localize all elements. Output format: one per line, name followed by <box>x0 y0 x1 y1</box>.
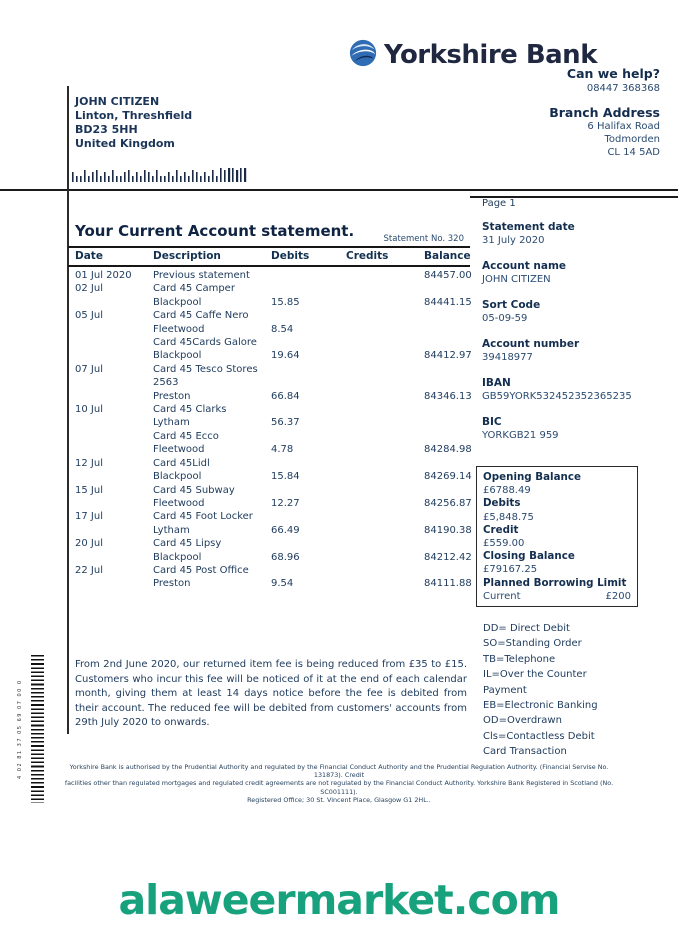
statement-barcode-number: 4 02 81 37 05 69 07 00 0 <box>17 679 23 779</box>
cell-description: Card 45Cards Galore <box>153 337 257 349</box>
cell-description: Card 45 Subway <box>153 484 235 496</box>
cell-credit <box>346 497 424 510</box>
summary-rows <box>483 471 631 577</box>
cell-balance <box>424 282 470 295</box>
table-row <box>68 577 470 590</box>
cell-balance: 84256.87 <box>424 497 472 509</box>
cell-debit <box>271 430 346 443</box>
cell-description: Preston <box>153 578 191 590</box>
meta-field-value: 31 July 2020 <box>482 235 545 246</box>
cell-balance <box>424 457 470 470</box>
summary-label: Credit <box>483 523 519 536</box>
meta-field-label: BIC <box>482 416 502 428</box>
legend-line: EB=Electronic Banking <box>483 700 598 712</box>
table-row <box>68 376 470 389</box>
cell-description: Blackpool <box>153 471 202 483</box>
column-header-description: Description <box>153 250 221 262</box>
cell-date: 17 Jul <box>75 511 103 523</box>
cell-debit <box>271 336 346 349</box>
customer-address-line: BD23 5HH <box>75 123 138 136</box>
column-header-credits: Credits <box>346 250 389 262</box>
cell-debit: 15.85 <box>271 296 300 308</box>
cell-description: Card 45 Foot Locker <box>153 511 253 523</box>
cell-credit <box>346 564 424 577</box>
table-row <box>68 457 470 470</box>
cell-credit <box>346 309 424 322</box>
cell-debit <box>271 363 346 376</box>
regulatory-fine-print <box>58 763 620 804</box>
legend-line: SO=Standing Order <box>483 638 582 650</box>
meta-field-value: JOHN CITIZEN <box>482 274 551 285</box>
cell-balance <box>424 309 470 322</box>
cell-balance <box>424 336 470 349</box>
transactions-header <box>68 248 470 267</box>
cell-balance: 84111.88 <box>424 578 472 590</box>
branch-address-title: Branch Address <box>549 105 660 120</box>
cell-balance <box>424 537 470 550</box>
cell-date <box>68 390 153 403</box>
abbreviation-legend <box>483 621 598 760</box>
cell-debit: 15.84 <box>271 471 300 483</box>
summary-row <box>483 471 631 497</box>
cell-date <box>68 497 153 510</box>
cell-balance <box>424 416 470 429</box>
cell-debit: 8.54 <box>271 323 294 335</box>
account-meta <box>482 221 667 455</box>
table-row <box>68 269 470 282</box>
meta-field <box>482 260 667 286</box>
cell-credit <box>346 296 424 309</box>
cell-balance <box>424 363 470 376</box>
meta-field-label: Statement date <box>482 221 575 233</box>
cell-date: 01 Jul 2020 <box>75 270 132 281</box>
fee-notice-paragraph: From 2nd June 2020, our returned item fee is being reduced from £35 to £15. Customers who incur this fee will be noticed of it at the end of each calendar month, giving them at least 14 days notice before the fee is debited from their account. The reduced fee will be debited from customers' accounts from 29th July 2020 to onwards. <box>75 659 467 729</box>
meta-field-value: 39418977 <box>482 352 533 363</box>
cell-date <box>68 416 153 429</box>
bank-logo <box>348 38 597 72</box>
meta-field-value: YORKGB21 959 <box>482 430 559 441</box>
column-header-date: Date <box>75 250 103 262</box>
cell-credit <box>346 551 424 564</box>
legend-line: TB=Telephone <box>483 653 556 665</box>
cell-debit: 56.37 <box>271 417 300 429</box>
cell-debit: 66.49 <box>271 524 300 536</box>
customer-address-line: United Kingdom <box>75 137 175 150</box>
branch-address-line: 6 Halifax Road <box>587 121 660 132</box>
meta-field-label: Account number <box>482 338 580 350</box>
cell-credit <box>346 323 424 336</box>
summary-value: £5,848.75 <box>483 511 534 523</box>
table-row <box>68 551 470 564</box>
cell-date <box>68 376 153 389</box>
cell-debit: 68.96 <box>271 551 300 563</box>
meta-field-label: Account name <box>482 260 567 272</box>
cell-balance: 84269.14 <box>424 471 472 483</box>
statement-number: Statement No. 320 <box>383 234 464 244</box>
borrowing-limit-row <box>483 590 631 603</box>
column-header-debits: Debits <box>271 250 310 262</box>
cell-balance <box>424 430 470 443</box>
cell-date: 22 Jul <box>75 564 103 576</box>
meta-field <box>482 299 667 325</box>
table-row <box>68 537 470 550</box>
cell-description: Card 45 Ecco <box>153 430 219 442</box>
cell-credit <box>346 537 424 550</box>
cell-balance: 84441.15 <box>424 296 472 308</box>
legend-line: Payment <box>483 684 527 696</box>
meta-field-label: IBAN <box>482 377 511 389</box>
cell-description: Card 45 Caffe Nero <box>153 310 249 322</box>
cell-balance <box>424 510 470 523</box>
cell-credit <box>346 282 424 295</box>
fine-print-line: facilities other than regulated mortgages and regulated credit agreements are not regulated by the Financial Conduct Authority. Yorkshire Bank Registered in Scotland (No. SC001111). <box>64 779 614 796</box>
cell-credit <box>346 524 424 537</box>
page-number: Page 1 <box>482 198 516 209</box>
customer-name: JOHN CITIZEN <box>75 95 160 108</box>
cell-debit <box>271 510 346 523</box>
legend-line: DD= Direct Debit <box>483 623 570 634</box>
fine-print-line: Registered Office; 30 St. Vincent Place, Glasgow G1 2HL.. <box>247 795 431 804</box>
cell-balance: 84457.00 <box>424 270 472 281</box>
cell-balance <box>424 564 470 577</box>
meta-field-value: 05-09-59 <box>482 313 528 324</box>
cell-debit <box>271 457 346 470</box>
summary-label: Closing Balance <box>483 550 575 563</box>
summary-value: £6788.49 <box>483 485 531 497</box>
cell-debit <box>271 484 346 497</box>
table-row <box>68 309 470 322</box>
legend-line: Card Transaction <box>483 746 567 758</box>
cell-date <box>68 349 153 362</box>
cell-description: Blackpool <box>153 350 202 362</box>
cell-description: Previous statement <box>153 270 250 281</box>
table-row <box>68 282 470 295</box>
cell-balance: 84346.13 <box>424 390 472 402</box>
table-row <box>68 497 470 510</box>
cell-credit <box>346 336 424 349</box>
table-row <box>68 403 470 416</box>
yorkshire-bank-logo-icon <box>348 38 378 72</box>
cell-debit <box>271 564 346 577</box>
cell-credit <box>346 376 424 389</box>
table-row <box>68 564 470 577</box>
cell-date <box>68 430 153 443</box>
cell-balance <box>424 403 470 416</box>
cell-balance <box>424 484 470 497</box>
table-row <box>68 430 470 443</box>
table-row <box>68 416 470 429</box>
statement-title: Your Current Account statement. <box>75 222 355 240</box>
cell-date: 07 Jul <box>75 363 103 375</box>
cell-debit <box>271 376 346 389</box>
table-row <box>68 524 470 537</box>
table-row <box>68 349 470 362</box>
cell-description: Card 45 Lipsy <box>153 538 222 550</box>
table-row <box>68 296 470 309</box>
cell-date: 12 Jul <box>75 457 103 469</box>
cell-debit: 9.54 <box>271 578 294 590</box>
cell-description: Blackpool <box>153 296 202 308</box>
cell-description: Fleetwood <box>153 323 205 335</box>
table-row <box>68 336 470 349</box>
column-header-balance: Balance <box>424 250 471 262</box>
cell-description: Card 45 Camper <box>153 283 235 295</box>
cell-credit <box>346 349 424 362</box>
bank-name: Yorkshire Bank <box>384 40 597 70</box>
cell-credit <box>346 457 424 470</box>
transactions-body <box>68 267 470 591</box>
borrowing-current-label: Current <box>483 590 521 602</box>
cell-debit: 4.78 <box>271 444 294 456</box>
table-row <box>68 390 470 403</box>
cell-debit <box>271 537 346 550</box>
cell-debit <box>271 269 346 282</box>
cell-date <box>68 551 153 564</box>
cell-date <box>68 323 153 336</box>
branch-address-line: CL 14 5AD <box>607 147 660 158</box>
cell-date: 10 Jul <box>75 404 103 416</box>
transactions-table <box>68 246 470 591</box>
summary-value: £79167.25 <box>483 564 538 576</box>
cell-description: Card 45 Post Office <box>153 564 249 576</box>
meta-field-label: Sort Code <box>482 299 541 311</box>
cell-debit: 66.84 <box>271 390 300 402</box>
cell-credit <box>346 363 424 376</box>
cell-description: Blackpool <box>153 551 202 563</box>
cell-credit <box>346 470 424 483</box>
help-block <box>567 66 660 94</box>
meta-field <box>482 338 667 364</box>
cell-credit <box>346 269 424 282</box>
fine-print-line: Yorkshire Bank is authorised by the Prudential Authority and regulated by the Financial Conduct Authority and the Prudential Regulation Authority. (Financial Servise No. 131873). Credit <box>69 763 609 780</box>
cell-debit: 19.64 <box>271 350 300 362</box>
cell-credit <box>346 510 424 523</box>
meta-field <box>482 221 667 247</box>
customer-address <box>75 95 192 151</box>
header-divider <box>0 189 678 191</box>
statement-barcode <box>31 655 44 803</box>
legend-line: OD=Overdrawn <box>483 715 562 727</box>
branch-address-line: Todmorden <box>604 134 660 145</box>
summary-label: Opening Balance <box>483 471 581 483</box>
cell-debit: 12.27 <box>271 497 300 509</box>
cell-description: 2563 <box>153 377 179 389</box>
cell-description: Fleetwood <box>153 497 205 509</box>
table-row <box>68 443 470 456</box>
legend-line: IL=Over the Counter <box>483 669 587 681</box>
meta-field <box>482 416 667 442</box>
table-row <box>68 323 470 336</box>
cell-balance: 84190.38 <box>424 524 472 536</box>
cell-balance <box>424 323 470 336</box>
cell-credit <box>346 403 424 416</box>
cell-date <box>68 524 153 537</box>
table-row <box>68 363 470 376</box>
help-title: Can we help? <box>566 66 660 81</box>
summary-row <box>483 497 631 523</box>
cell-debit <box>271 282 346 295</box>
table-row <box>68 510 470 523</box>
balance-summary-box <box>476 466 638 607</box>
meta-field <box>482 377 667 403</box>
cell-description: Preston <box>153 390 191 402</box>
cell-credit <box>346 484 424 497</box>
borrowing-limit-label: Planned Borrowing Limit <box>483 576 627 589</box>
cell-credit <box>346 430 424 443</box>
cell-date <box>68 296 153 309</box>
cell-date: 02 Jul <box>75 283 103 295</box>
cell-description: Lytham <box>153 417 190 429</box>
cell-date: 05 Jul <box>75 310 103 322</box>
table-row <box>68 484 470 497</box>
cell-date <box>68 443 153 456</box>
cell-debit <box>271 403 346 416</box>
cell-balance: 84284.98 <box>424 444 472 456</box>
summary-label: Debits <box>483 497 521 510</box>
summary-row <box>483 550 631 576</box>
legend-line: Cls=Contactless Debit <box>483 730 595 742</box>
cell-date: 15 Jul <box>75 484 103 496</box>
cell-balance: 84412.97 <box>424 350 472 362</box>
cell-balance: 84212.42 <box>424 551 472 563</box>
cell-description: Card 45 Clarks <box>153 404 227 416</box>
cell-date <box>68 336 153 349</box>
cell-credit <box>346 443 424 456</box>
cell-balance <box>424 376 470 389</box>
address-barcode <box>72 168 248 190</box>
cell-date: 20 Jul <box>75 538 103 550</box>
cell-debit <box>271 309 346 322</box>
cell-description: Fleetwood <box>153 444 205 456</box>
watermark-text: alaweermarket.com <box>118 876 560 924</box>
cell-description: Card 45 Tesco Stores <box>153 363 258 375</box>
table-row <box>68 470 470 483</box>
help-phone: 08447 368368 <box>586 83 660 94</box>
cell-credit <box>346 390 424 403</box>
cell-description: Lytham <box>153 524 190 536</box>
meta-field-value: GB59YORK532452352365235 <box>482 391 632 402</box>
cell-credit <box>346 577 424 590</box>
cell-description: Card 45Lidl <box>153 457 210 469</box>
summary-row <box>483 524 631 550</box>
customer-address-line: Linton, Threshfield <box>75 109 193 122</box>
branch-address <box>549 105 660 159</box>
cell-credit <box>346 416 424 429</box>
summary-value: £559.00 <box>483 538 525 550</box>
cell-date <box>68 470 153 483</box>
statement-title-row <box>68 222 470 246</box>
borrowing-current-value: £200 <box>605 590 631 602</box>
cell-date <box>68 577 153 590</box>
